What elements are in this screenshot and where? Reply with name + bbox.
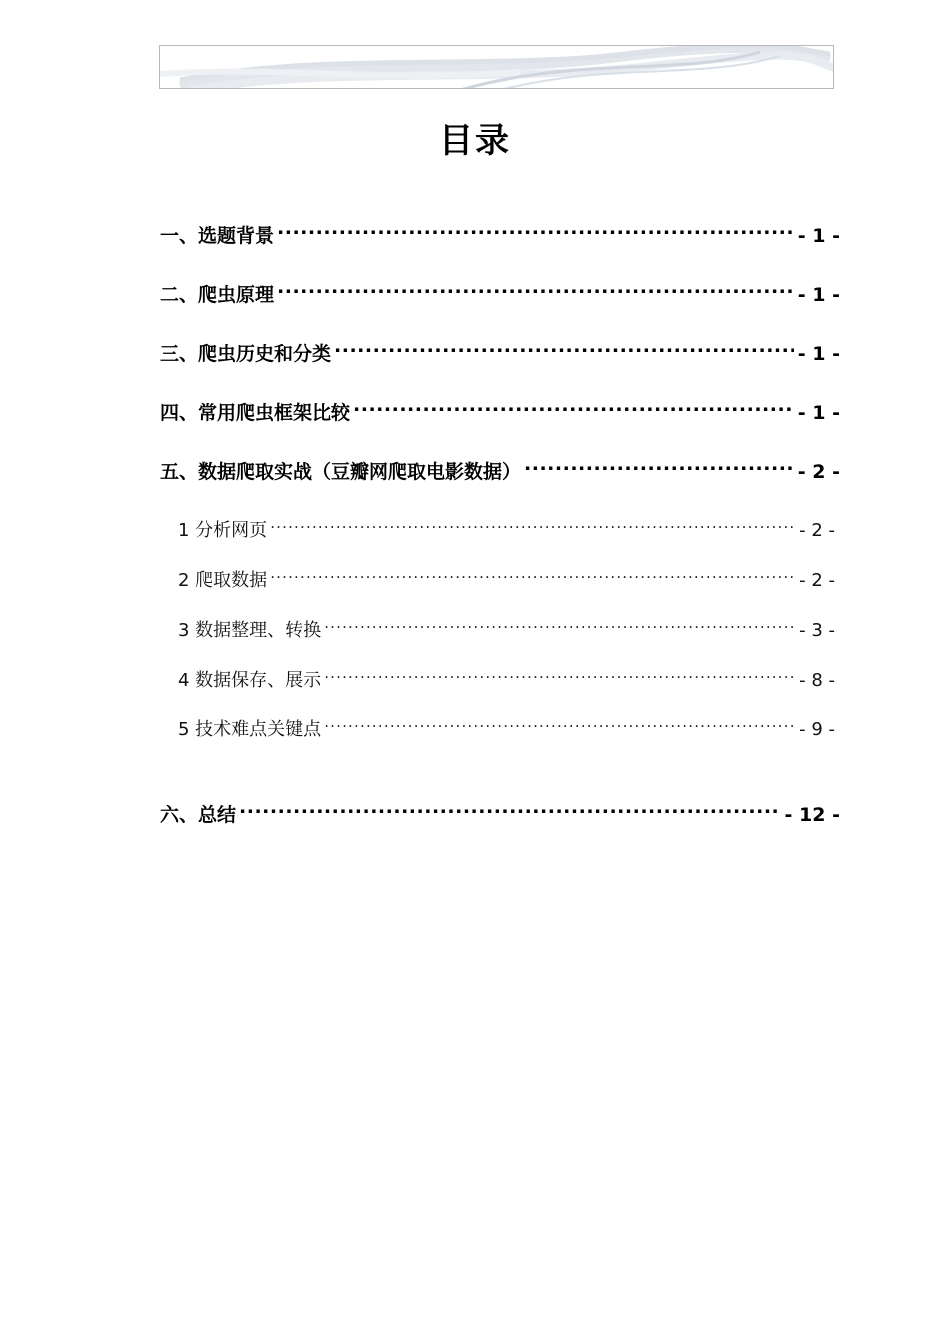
toc-page-number: - 12 -	[784, 804, 840, 826]
toc-entry-label: 五、数据爬取实战（豆瓣网爬取电影数据）	[160, 461, 522, 483]
toc-dot-leader	[524, 459, 794, 478]
toc-entry-subsection-2[interactable]	[178, 568, 835, 594]
toc-dot-leader	[324, 717, 795, 735]
toc-dot-leader	[239, 802, 781, 821]
toc-entry-subsection-3[interactable]	[178, 618, 835, 644]
toc-dot-leader	[334, 341, 794, 360]
toc-entry-label: 一、选题背景	[160, 225, 275, 247]
toc-entry-label: 四、常用爬虫框架比较	[160, 402, 351, 424]
toc-entry-label: 二、爬虫原理	[160, 284, 275, 306]
toc-entry-section-1[interactable]	[160, 222, 840, 250]
page-title: 目录	[439, 121, 511, 161]
toc-entry-section-4[interactable]	[160, 399, 840, 427]
toc-page-number: - 1 -	[797, 284, 840, 306]
toc-page-number: - 9 -	[799, 719, 835, 740]
toc-dot-leader	[324, 668, 795, 686]
toc-page-number: - 3 -	[799, 620, 835, 641]
toc-page-number: - 1 -	[797, 343, 840, 365]
toc-dot-leader	[270, 568, 795, 586]
header-banner	[159, 45, 834, 89]
toc-entry-section-3[interactable]	[160, 340, 840, 368]
toc-entry-label: 2 爬取数据	[178, 570, 268, 591]
toc-page-number: - 2 -	[799, 570, 835, 591]
toc-entry-subsection-4[interactable]	[178, 668, 835, 694]
toc-dot-leader	[270, 518, 795, 536]
toc-dot-leader	[324, 618, 795, 636]
toc-entry-subsection-5[interactable]	[178, 717, 835, 743]
toc-entry-label: 1 分析网页	[178, 520, 268, 541]
toc-entry-subsection-1[interactable]	[178, 518, 835, 544]
wave-decoration-icon	[160, 46, 834, 89]
toc-dot-leader	[277, 223, 794, 242]
toc-entry-label: 5 技术难点关键点	[178, 719, 322, 740]
toc-page-number: - 1 -	[797, 402, 840, 424]
toc-entry-section-6[interactable]	[160, 801, 840, 829]
toc-entry-section-2[interactable]	[160, 281, 840, 309]
toc-page-number: - 2 -	[797, 461, 840, 483]
toc-dot-leader	[353, 400, 794, 419]
toc-entry-label: 4 数据保存、展示	[178, 670, 322, 691]
toc-entry-section-5[interactable]	[160, 458, 840, 486]
toc-entry-label: 三、爬虫历史和分类	[160, 343, 332, 365]
toc-page-number: - 8 -	[799, 670, 835, 691]
toc-page-number: - 1 -	[797, 225, 840, 247]
toc-entry-label: 3 数据整理、转换	[178, 620, 322, 641]
toc-page-number: - 2 -	[799, 520, 835, 541]
toc-entry-label: 六、总结	[160, 804, 237, 826]
toc-dot-leader	[277, 282, 794, 301]
